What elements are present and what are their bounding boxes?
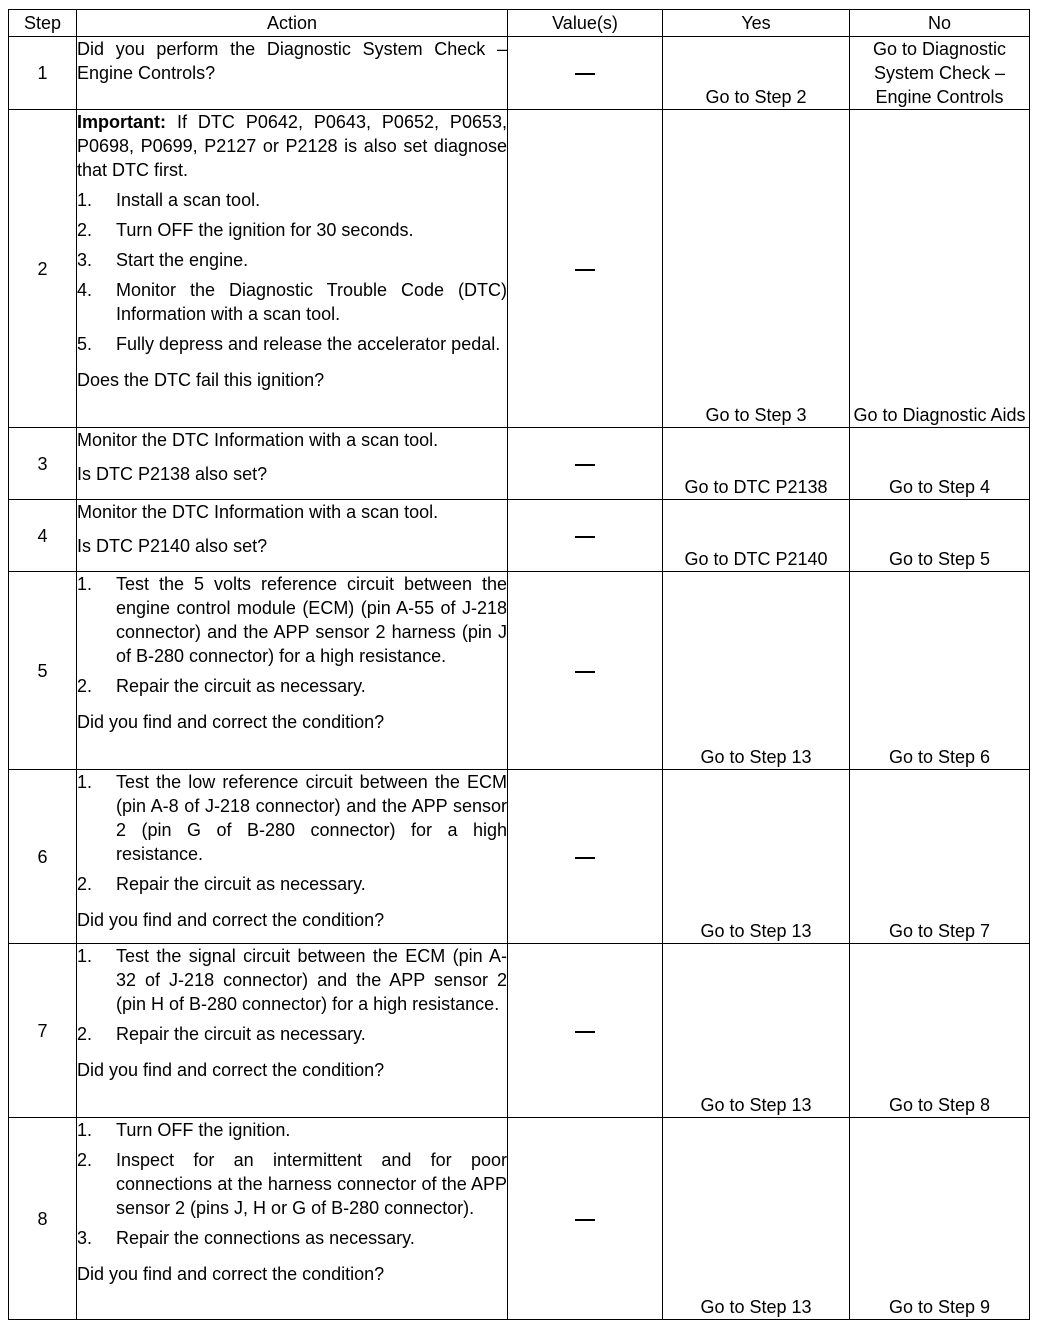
no-outcome: Go to Diagnostic Aids <box>850 110 1030 428</box>
action-question: Did you find and correct the condition? <box>77 1060 385 1080</box>
procedure-number: 3. <box>77 1228 93 1248</box>
procedure-item <box>77 674 507 698</box>
procedure-number: 1. <box>77 772 93 792</box>
procedure-text: Turn OFF the ignition for 30 seconds. <box>116 220 414 240</box>
step-number: 4 <box>9 500 77 572</box>
table-row <box>9 428 1030 500</box>
value-cell <box>508 770 663 944</box>
procedure-text: Repair the connections as necessary. <box>116 1228 415 1248</box>
procedure-number: 1. <box>77 574 93 594</box>
important-label: Important: <box>77 112 166 132</box>
procedure-number: 2. <box>77 874 93 894</box>
yes-outcome: Go to Step 13 <box>663 572 850 770</box>
yes-outcome: Go to Step 13 <box>663 1118 850 1320</box>
yes-outcome: Go to DTC P2140 <box>663 500 850 572</box>
procedure-item <box>77 332 507 356</box>
procedure-text: Test the low reference circuit between the ECM (pin A-8 of J-218 connector) and the APP sensor 2 (pin G of B-280 connector) for a high resistance. <box>116 772 507 864</box>
action-cell <box>77 428 508 500</box>
action-cell <box>77 500 508 572</box>
procedure-list <box>77 770 507 896</box>
procedure-item <box>77 278 507 326</box>
procedure-text: Install a scan tool. <box>116 190 261 210</box>
procedure-text: Test the signal circuit between the ECM (pin A-32 of J-218 connector) and the APP sensor 2 (pin H of B-280 connector) for a high resistance. <box>116 946 507 1014</box>
em-dash <box>575 1031 595 1033</box>
no-outcome: Go to Step 7 <box>850 770 1030 944</box>
procedure-list <box>77 944 507 1046</box>
procedure-number: 4. <box>77 280 93 300</box>
procedure-number: 2. <box>77 1024 93 1044</box>
yes-outcome: Go to Step 2 <box>663 37 850 110</box>
action-intro <box>77 500 507 524</box>
em-dash <box>575 269 595 271</box>
action-question: Did you find and correct the condition? <box>77 712 385 732</box>
action-question: Did you find and correct the condition? <box>77 910 385 930</box>
step-number: 3 <box>9 428 77 500</box>
value-cell <box>508 428 663 500</box>
value-cell <box>508 572 663 770</box>
table-row <box>9 1118 1030 1320</box>
action-cell <box>77 944 508 1118</box>
step-number: 8 <box>9 1118 77 1320</box>
no-outcome: Go to Step 4 <box>850 428 1030 500</box>
procedure-item <box>77 770 507 866</box>
value-cell <box>508 110 663 428</box>
table-row <box>9 37 1030 110</box>
table-row <box>9 944 1030 1118</box>
procedure-item <box>77 1226 507 1250</box>
header-yes: Yes <box>663 10 850 37</box>
action-question: Did you find and correct the condition? <box>77 1264 385 1284</box>
em-dash <box>575 857 595 859</box>
action-question: Does the DTC fail this ignition? <box>77 370 325 390</box>
procedure-item <box>77 218 507 242</box>
header-step: Step <box>9 10 77 37</box>
action-question: Is DTC P2140 also set? <box>77 536 268 556</box>
value-cell <box>508 37 663 110</box>
procedure-item <box>77 248 507 272</box>
procedure-text: Monitor the Diagnostic Trouble Code (DTC) Information with a scan tool. <box>116 280 507 324</box>
value-cell <box>508 944 663 1118</box>
procedure-number: 3. <box>77 250 93 270</box>
procedure-number: 2. <box>77 220 93 240</box>
header-values: Value(s) <box>508 10 663 37</box>
table-row <box>9 110 1030 428</box>
yes-outcome: Go to DTC P2138 <box>663 428 850 500</box>
em-dash <box>575 1219 595 1221</box>
step-number: 1 <box>9 37 77 110</box>
header-no: No <box>850 10 1030 37</box>
no-outcome: Go to Step 6 <box>850 572 1030 770</box>
procedure-item <box>77 1022 507 1046</box>
procedure-number: 1. <box>77 946 93 966</box>
procedure-list <box>77 188 507 356</box>
action-cell <box>77 37 508 110</box>
no-outcome: Go to Diagnostic System Check – Engine Controls <box>850 37 1030 110</box>
action-intro <box>77 37 507 85</box>
no-outcome: Go to Step 9 <box>850 1118 1030 1320</box>
procedure-item <box>77 1148 507 1220</box>
header-action: Action <box>77 10 508 37</box>
action-cell <box>77 770 508 944</box>
no-outcome: Go to Step 8 <box>850 944 1030 1118</box>
procedure-item <box>77 572 507 668</box>
procedure-number: 2. <box>77 1150 93 1170</box>
intro-text: Monitor the DTC Information with a scan tool. <box>77 430 439 450</box>
intro-text: Did you perform the Diagnostic System Check – Engine Controls? <box>77 39 507 83</box>
step-number: 2 <box>9 110 77 428</box>
procedure-text: Repair the circuit as necessary. <box>116 676 366 696</box>
step-number: 5 <box>9 572 77 770</box>
action-cell <box>77 572 508 770</box>
procedure-number: 2. <box>77 676 93 696</box>
procedure-text: Repair the circuit as necessary. <box>116 874 366 894</box>
em-dash <box>575 536 595 538</box>
yes-outcome: Go to Step 3 <box>663 110 850 428</box>
step-number: 6 <box>9 770 77 944</box>
em-dash <box>575 73 595 75</box>
procedure-text: Inspect for an intermittent and for poor connections at the harness connector of the APP sensor 2 (pins J, H or G of B-280 connector). <box>116 1150 507 1218</box>
yes-outcome: Go to Step 13 <box>663 770 850 944</box>
procedure-text: Fully depress and release the accelerator pedal. <box>116 334 501 354</box>
diagnostic-table <box>8 9 1030 1320</box>
procedure-item <box>77 944 507 1016</box>
action-intro <box>77 428 507 452</box>
procedure-item <box>77 872 507 896</box>
em-dash <box>575 671 595 673</box>
action-question: Is DTC P2138 also set? <box>77 464 268 484</box>
value-cell <box>508 1118 663 1320</box>
procedure-list <box>77 1118 507 1250</box>
procedure-text: Turn OFF the ignition. <box>116 1120 291 1140</box>
yes-outcome: Go to Step 13 <box>663 944 850 1118</box>
table-row <box>9 572 1030 770</box>
action-intro <box>77 110 507 182</box>
procedure-item <box>77 188 507 212</box>
action-cell <box>77 1118 508 1320</box>
procedure-text: Repair the circuit as necessary. <box>116 1024 366 1044</box>
intro-text: If DTC P0642, P0643, P0652, P0653, P0698, P0699, P2127 or P2128 is also set diagnose that DTC first. <box>77 112 507 180</box>
no-outcome: Go to Step 5 <box>850 500 1030 572</box>
value-cell <box>508 500 663 572</box>
procedure-item <box>77 1118 507 1142</box>
step-number: 7 <box>9 944 77 1118</box>
table-row <box>9 500 1030 572</box>
procedure-list <box>77 572 507 698</box>
intro-text: Monitor the DTC Information with a scan tool. <box>77 502 439 522</box>
table-row <box>9 770 1030 944</box>
action-cell <box>77 110 508 428</box>
procedure-number: 1. <box>77 190 93 210</box>
procedure-text: Start the engine. <box>116 250 249 270</box>
header-row <box>9 10 1030 37</box>
procedure-number: 5. <box>77 334 93 354</box>
procedure-text: Test the 5 volts reference circuit between the engine control module (ECM) (pin A-55 of J-218 connector) and the APP sensor 2 harness (pin J of B-280 connector) for a high resistance. <box>116 574 507 666</box>
procedure-number: 1. <box>77 1120 93 1140</box>
em-dash <box>575 464 595 466</box>
